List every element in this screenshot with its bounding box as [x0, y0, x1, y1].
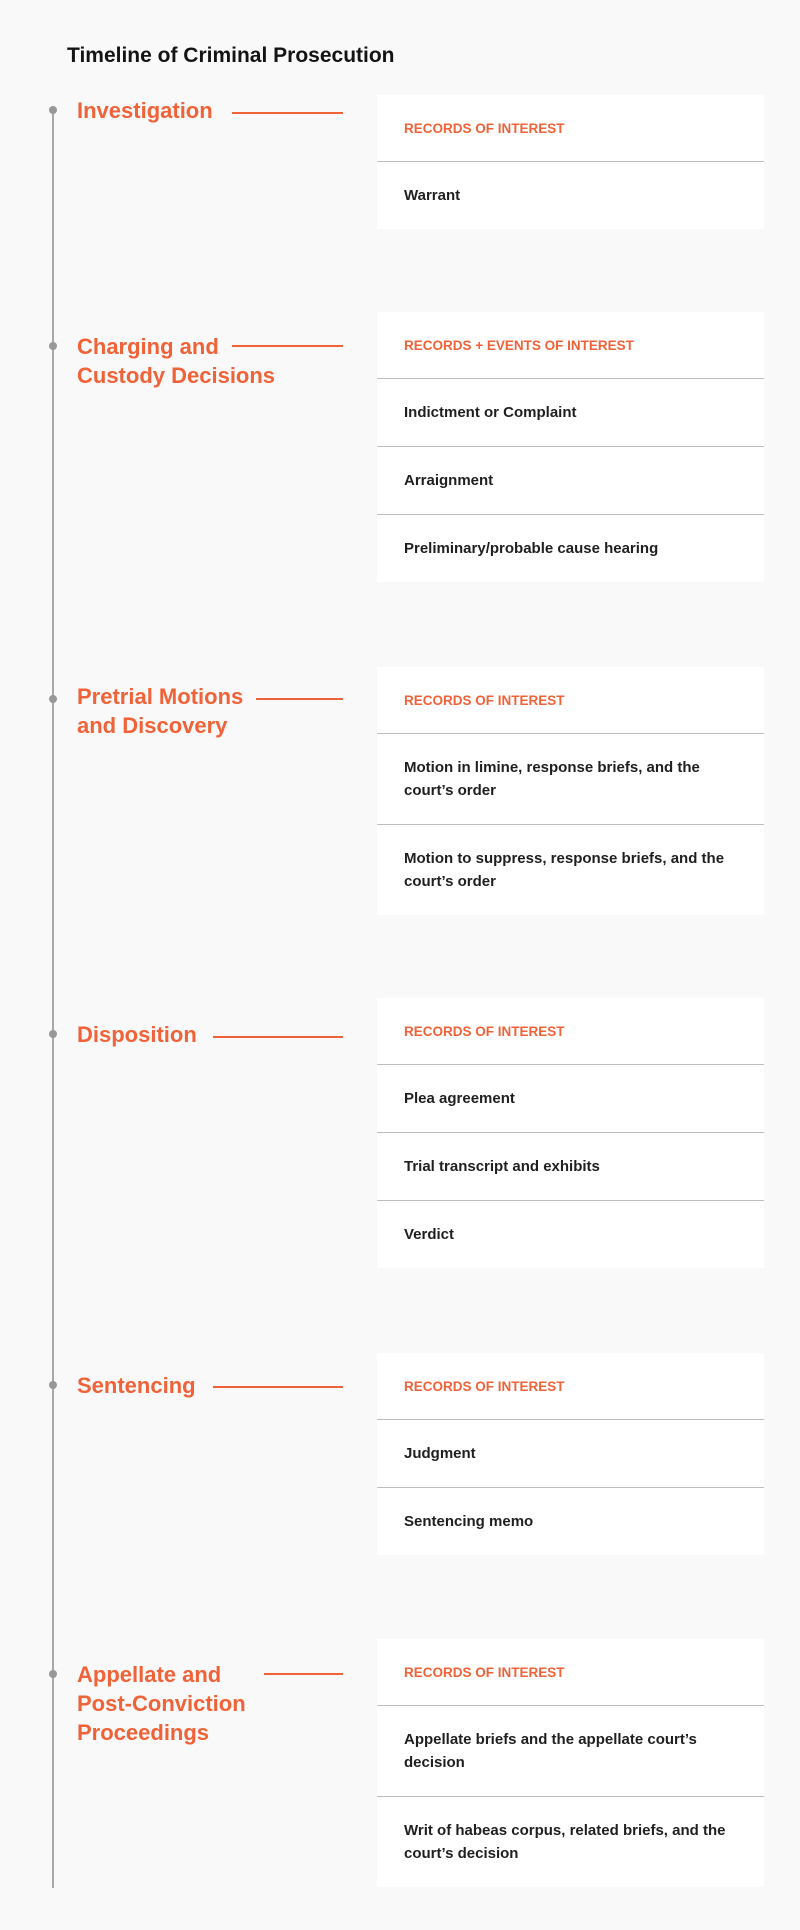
timeline-dot — [49, 1030, 57, 1038]
stage-title-appellate — [77, 1660, 246, 1747]
records-card-pretrial — [377, 667, 764, 915]
records-card-charging — [377, 312, 764, 582]
stage-connector — [213, 1036, 343, 1038]
record-item: Indictment or Complaint — [377, 378, 764, 446]
stage-title-charging — [77, 332, 275, 390]
record-item: Verdict — [377, 1200, 764, 1268]
card-header: RECORDS OF INTEREST — [404, 120, 565, 136]
record-item: Appellate briefs and the appellate court’s decision — [377, 1705, 764, 1796]
record-item: Arraignment — [377, 446, 764, 514]
record-item: Preliminary/probable cause hearing — [377, 514, 764, 582]
record-item: Motion to suppress, response briefs, and the court’s order — [377, 824, 764, 915]
stage-title-sentencing — [77, 1371, 196, 1400]
stage-title-line: Charging and — [77, 334, 219, 359]
record-item: Writ of habeas corpus, related briefs, and the court’s decision — [377, 1796, 764, 1887]
card-header: RECORDS + EVENTS OF INTEREST — [404, 337, 634, 353]
record-item: Warrant — [377, 161, 764, 229]
stage-title-disposition — [77, 1020, 197, 1049]
records-card-appellate — [377, 1639, 764, 1887]
timeline-line — [52, 110, 54, 1888]
stage-connector — [256, 698, 343, 700]
records-card-sentencing — [377, 1353, 764, 1555]
timeline-dot — [49, 1381, 57, 1389]
stage-title-pretrial — [77, 682, 243, 740]
stage-connector — [232, 345, 343, 347]
record-item: Trial transcript and exhibits — [377, 1132, 764, 1200]
stage-title-investigation — [77, 96, 213, 125]
card-header: RECORDS OF INTEREST — [404, 1378, 565, 1394]
records-card-investigation — [377, 95, 764, 229]
timeline-dot — [49, 342, 57, 350]
stage-connector — [264, 1673, 343, 1675]
card-header: RECORDS OF INTEREST — [404, 1023, 565, 1039]
stage-title-line: Post-Conviction — [77, 1691, 246, 1716]
record-item: Motion in limine, response briefs, and the court’s order — [377, 733, 764, 824]
stage-title-line: Proceedings — [77, 1720, 210, 1745]
page-title: Timeline of Criminal Prosecution — [67, 44, 395, 67]
stage-title-line: Pretrial Motions — [77, 684, 244, 709]
record-item: Plea agreement — [377, 1064, 764, 1132]
card-header: RECORDS OF INTEREST — [404, 692, 565, 708]
card-header: RECORDS OF INTEREST — [404, 1664, 565, 1680]
stage-connector — [213, 1386, 343, 1388]
stage-title-line: Sentencing — [77, 1373, 196, 1398]
records-card-disposition — [377, 998, 764, 1268]
record-item: Judgment — [377, 1419, 764, 1487]
timeline-dot — [49, 106, 57, 114]
stage-title-line: and Discovery — [77, 713, 228, 738]
record-item: Sentencing memo — [377, 1487, 764, 1555]
stage-title-line: Disposition — [77, 1022, 197, 1047]
stage-title-line: Custody Decisions — [77, 363, 276, 388]
stage-title-line: Appellate and — [77, 1662, 222, 1687]
timeline-dot — [49, 695, 57, 703]
stage-connector — [232, 112, 343, 114]
stage-title-line: Investigation — [77, 98, 213, 123]
timeline-dot — [49, 1670, 57, 1678]
